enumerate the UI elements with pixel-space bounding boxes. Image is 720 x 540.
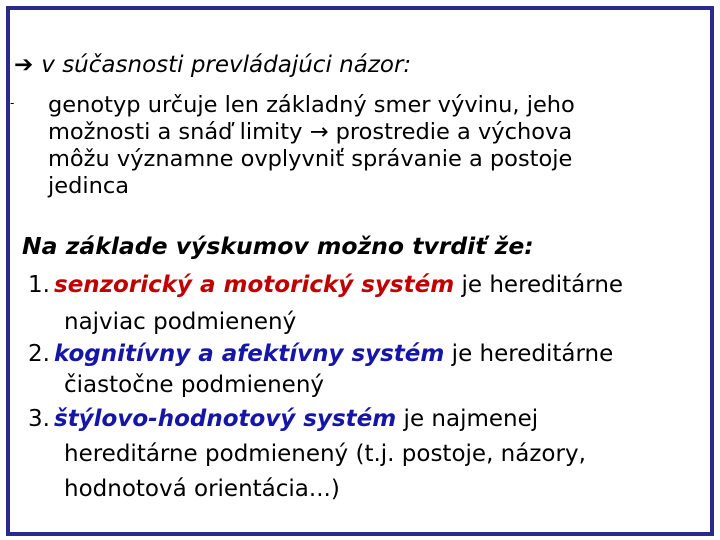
list-text: je hereditárne bbox=[444, 341, 614, 367]
list-number: 1. bbox=[28, 272, 50, 298]
list-item-1 bbox=[14, 267, 623, 303]
bullet-dash: - bbox=[10, 96, 15, 110]
list-emphasis: kognitívny a afektívny systém bbox=[54, 341, 445, 367]
list-number: 3. bbox=[28, 406, 50, 432]
paragraph-line: genotyp určuje len základný smer vývinu, jeho bbox=[48, 92, 575, 118]
list-text: je najmenej bbox=[396, 406, 539, 432]
heading-current-view bbox=[14, 52, 411, 78]
list-item-1-continuation: najviac podmienený bbox=[64, 309, 297, 335]
list-emphasis: štýlovo-hodnotový systém bbox=[54, 406, 397, 432]
paragraph-line: môžu významne ovplyvniť správanie a postoje bbox=[48, 146, 573, 172]
list-item-2-continuation: čiastočne podmienený bbox=[64, 372, 325, 398]
list-item-3-continuation: hereditárne podmienený (t.j. postoje, názory, bbox=[64, 441, 586, 467]
list-item-3 bbox=[14, 401, 538, 437]
paragraph-line: jedinca bbox=[48, 173, 130, 199]
list-item-3-continuation-2: hodnotová orientácia...) bbox=[64, 476, 340, 502]
paragraph-line: možnosti a snáď limity → prostredie a výchova bbox=[48, 119, 573, 145]
list-text: je hereditárne bbox=[454, 272, 624, 298]
arrow-right-icon: ➔ bbox=[14, 52, 34, 78]
heading-current-view-text: v súčasnosti prevládajúci názor: bbox=[41, 52, 412, 78]
heading-research-findings: Na základe výskumov možno tvrdiť že: bbox=[22, 232, 534, 260]
list-emphasis: senzorický a motorický systém bbox=[54, 272, 455, 298]
list-number: 2. bbox=[28, 341, 50, 367]
list-item-2 bbox=[14, 336, 613, 372]
genotype-paragraph bbox=[48, 92, 668, 200]
